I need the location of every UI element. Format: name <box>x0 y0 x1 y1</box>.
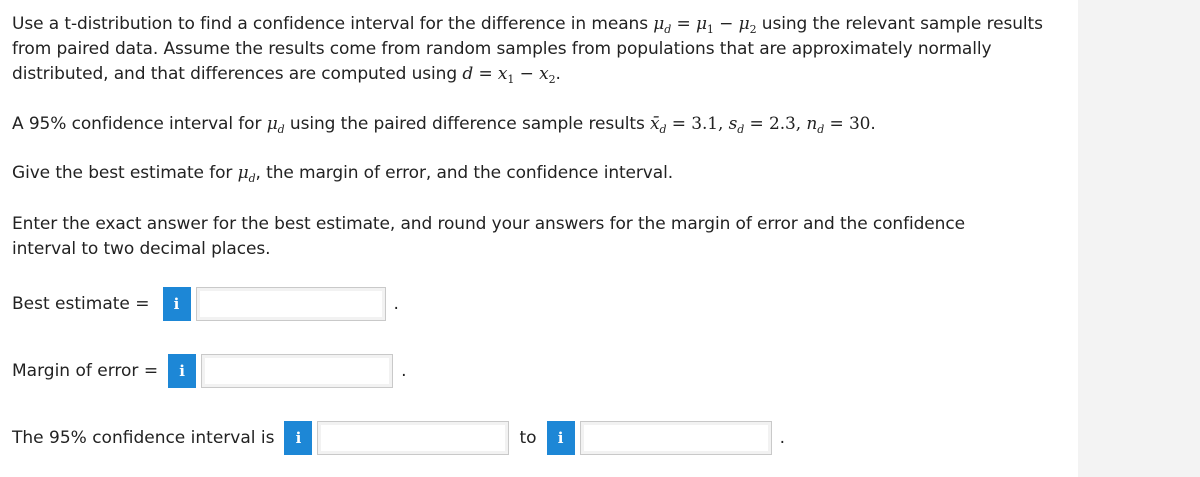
task-end-text: , the margin of error, and the confidence interval. <box>255 163 674 183</box>
info-icon[interactable]: i <box>168 354 196 388</box>
ci-lead-text: A 95% confidence interval for <box>12 114 262 134</box>
confidence-interval-label: The 95% confidence interval is <box>12 428 275 448</box>
ci-mid-text: using the paired difference sample results <box>289 114 645 134</box>
margin-of-error-input[interactable] <box>201 354 393 388</box>
best-estimate-period: . <box>393 294 399 314</box>
question-intro: Use a t-distribution to find a confidence interval for the difference in means $\mu_d = \mu_1 - \mu_2$ using the relevant sample results from paired data. Assume the results come from random samples from populations that are approximately normally distributed, and that differences are computed using $d = x_1 - x_2$. <box>12 14 1043 86</box>
best-estimate-row <box>12 287 399 321</box>
info-icon[interactable]: i <box>547 421 575 455</box>
confidence-interval-row <box>12 421 785 455</box>
mu-d-math: $\mu_d = \mu_1 - \mu_2$ <box>653 14 757 36</box>
best-estimate-input[interactable] <box>196 287 386 321</box>
rounding-instruction: Enter the exact answer for the best estimate, and round your answers for the margin of error and the confidence interval to two decimal places. <box>12 214 965 259</box>
to-label: to <box>519 428 537 448</box>
difference-formula-math: $d = x_1 - x_2$ <box>462 64 556 86</box>
confidence-statement: A 95% confidence interval for $\mu_d$ using the paired difference sample results $x̄_d = 3.1$, $s_d = 2.3$, $n_d = 30$. <box>12 114 876 136</box>
right-side-strip <box>1078 0 1200 477</box>
intro-lead-text: Use a t-distribution to find a confidence interval for the difference in means <box>12 14 648 34</box>
mu-d-math: $\mu_d$ <box>237 163 256 185</box>
sample-results-math: $x̄_d = 3.1$, $s_d = 2.3$, $n_d = 30$ <box>650 114 871 136</box>
margin-of-error-label: Margin of error = <box>12 361 159 381</box>
intro-mid-text: using the relevant sample results from paired data. Assume the results come from random samples from populations that are approximately normally distributed, and that differences are computed using <box>12 14 1043 84</box>
best-estimate-label: Best estimate = <box>12 294 150 314</box>
info-icon[interactable]: i <box>284 421 312 455</box>
ci-upper-input[interactable] <box>580 421 772 455</box>
margin-of-error-period: . <box>401 361 407 381</box>
task-lead-text: Give the best estimate for <box>12 163 233 183</box>
info-icon[interactable]: i <box>163 287 191 321</box>
ci-lower-input[interactable] <box>317 421 509 455</box>
mu-d-math: $\mu_d$ <box>266 114 285 136</box>
task-instruction <box>12 161 1062 186</box>
confidence-interval-period: . <box>779 428 785 448</box>
margin-of-error-row <box>12 354 406 388</box>
